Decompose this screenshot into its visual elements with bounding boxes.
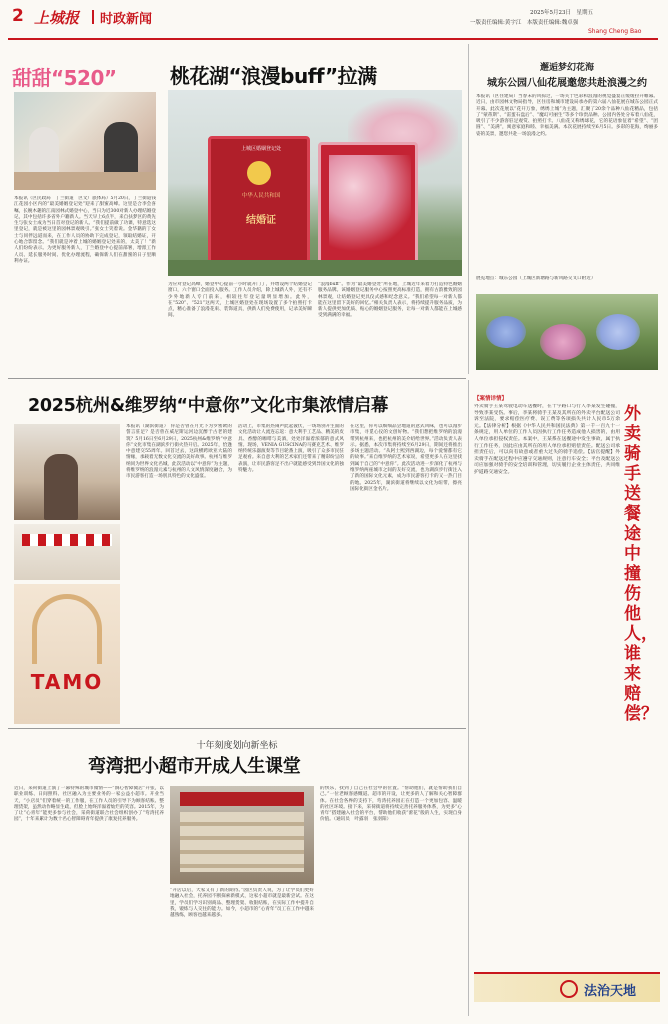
shop-shelves — [180, 812, 304, 872]
story-title: 甜甜“520” — [12, 66, 117, 90]
legal-footer-banner — [474, 972, 660, 1002]
story-body: 本报讯（区民政局 丁兰街道 区文广旅体局）5月20日，丁兰街道钱江花园小区内的“最美婚姻登记处”迎来了甜蜜高峰。这里是合李会喜嘱，长婉木趣的江南园林式婚登中心，当日为近300对新人办理结婚登记，其中包括许多省外户籍新人。当天早上6点半，来自扶梦区的黄先生与张女士成为当日首对登记的新人。“我们提前做了功课，特意选这里登记，就是被这里的园林景观吸引。”张女士笑着说。金华籍的丁女士与同伴远道而来，在工作人员的协助下完成登记，领取结婚证，开心地合影留念。“我们就是冲着上城的婚姻登记处来的，太美了！”新人们纷纷表示。为更好服务新人，丁兰婚登中心提前部署，增派工作人员、延长服务时间、优化办理流程，确保新人们在甜蜜的日子里顺利办证。 — [14, 196, 156, 264]
story-note: 展览地点：城东公园（上城区新塘路与新风路交叉口附近） — [476, 276, 596, 281]
hydrangea-cluster-1 — [486, 316, 526, 348]
market-stalls-photo — [14, 524, 120, 580]
masthead-banner: Shang Cheng Bao — [588, 28, 642, 35]
section-divider — [8, 378, 466, 379]
story-col-3: 的快乐，找到了自己在社会中的位置。“帮助他们，就是帮助我们自己。”一位老顾客感慨道。超市的开设，让更多的人了解和关心智障群体。在社会各界的支持下，弯湾托养园正在打造一个更加包容、温暖的社区环境。接下来，采荷街道将持续完善托养服务体系，为更多“心青年”搭建融入社会的平台，帮助他们收获“蕾花”般的人生，实现自身价值。（通讯员 叶露羽 张羽阳） — [320, 786, 462, 823]
marriage-certificate-installation-photo — [168, 90, 462, 276]
story-col-1: 本报讯（湖滨街道） 你是否曾在月光下为罗密欧的誓言驻足？是否曾在威尼斯运河边沉醉于古老的建筑？5月16日至6月29日，2025杭州&维罗纳“中意你”文化市集在湖滨步行街火热开启。2025年，恰逢中意建交55周年。回首过去，这段横跨欧亚大陆的情缘，承载着无数文化交流的美好故事。杭州与维罗纳同为世界文化名城，此次活动以“中意你”为主题，将维罗纳的浪漫元素与杭州的人文风情深度融合，为市民游客打造一场别具特色的文化盛宴。 — [126, 424, 232, 480]
editor-credits: 一版责任编辑:黄宇江 本版责任编辑:魏卓强 — [470, 20, 579, 26]
certificate-country: 中华人民共和国 — [241, 193, 281, 199]
flower-show-story — [472, 44, 662, 374]
column-divider — [468, 380, 469, 1016]
stall-awning — [22, 534, 112, 546]
story-title: 城东公园八仙花展邀您共赴浪漫之约 — [487, 78, 647, 89]
shop-sign — [180, 792, 304, 806]
hydrangea-cluster-2 — [540, 324, 586, 360]
story-col-2: 活动上，市集的热闹声此起彼伏，一场场别开生面的文化活动让人流连忘返：意大利手工艺品、精美的皮具、香醇的咖啡与美酒，处处洋溢着浓郁的意式风情。现场，VENIA GUSCINA的马赛克艺术、维罗纳传统乐器演奏等节目轮番上演，吸引了众多市民驻足观看。来自意大利的艺术家们还带来了精彩纷呈的表演，让市民游客足不出户就能感受到异国文化的独特魅力。 — [238, 424, 344, 474]
hydrangea-photo — [476, 294, 658, 370]
story-col-3: 在这里，你可以细细品尝地道的意式风味，也可以漫步市集，寻觅心仪的文创好物。“我们想把维罗纳的浪漫带到杭州来，也把杭州的美介绍给世界。”活动负责人表示。据悉，本次市集将持续至6月29日，期间还将推出多场主题活动。“从阿士熙到西湖边，每个爱情都有它的故事。”来自维罗纳的艺术家说，希望更多人在这里找到属于自己的“中意你”。此次活动进一步深化了杭州与维罗纳两座城市之间的友好交流，也为湖滨步行街注入了新的国际文化元素，成为市民游客打卡的又一热门目的地。2025年，湖滨街道将继续以文化为纽带，擦亮国际化街区金名片。 — [350, 424, 462, 492]
issue-date: 2025年5月23日 星期五 — [530, 10, 593, 16]
story-col-2: “浪漫buff”。作为“最美婚登处”所在地，上城近年来着力打造特色婚姻服务品牌。该婚姻登记服务中心按照更高标准打造，拥有古韵雅致的园林景观，让结婚登记更具仪式感和纪念意义。“我们希望每一对新人都能在这里留下美好的回忆。”相关负责人表示，将持续提升服务品质，为新人提供更加优质、贴心的婚姻登记服务，让每一对新人都能在上城感受到满满的幸福。 — [318, 282, 462, 319]
story-col-2: “开店以后，大家又有了新的期待。”园区负责人说，为了让学员们更好地融入社会，托养园不断探索新模式，这家小超市就是最新尝试。在这里，学员们学习识别商品、整理货架、收银结账，在实际工作中提升自我，锻炼与人交往的能力。如今，小超市的“心青年”员工在工作中越来越熟练，顾客也越来越多。 — [170, 888, 314, 919]
certificate-emblem — [247, 161, 271, 185]
page-number: 2 — [12, 6, 24, 26]
story-title: 桃花湖“浪漫buff”拉满 — [170, 64, 377, 88]
column-divider — [468, 44, 469, 374]
legal-title: 外卖骑手送餐途中撞伤他人，谁来赔偿？ — [624, 404, 658, 724]
story-title: 2025杭州&维罗纳“中意你”文化市集浓情启幕 — [28, 396, 389, 416]
paper-name: 上城报 — [34, 9, 80, 27]
masthead-rule — [8, 38, 658, 40]
culture-market-story — [8, 380, 466, 728]
top-main-story — [162, 44, 464, 374]
certificate-frame-left — [208, 136, 310, 266]
flower-decoration-icon — [329, 155, 411, 259]
certificate-header: 上城区婚姻登记处 — [240, 146, 281, 152]
masthead-divider — [92, 10, 94, 24]
scales-icon — [560, 980, 578, 998]
arch-decoration — [32, 594, 102, 664]
wedding-registration-photo — [14, 92, 156, 190]
certificate-frame-right — [318, 142, 418, 266]
story-title: 弯湾把小超市开成人生课堂 — [88, 756, 301, 777]
tamo-sign-photo — [14, 584, 120, 724]
photo-desk — [14, 172, 156, 190]
top-left-story — [8, 44, 158, 316]
certificate-title: 结婚证 — [246, 215, 276, 226]
story-body: 本报讯（区住建局）当春末的风掠过，一场关于色彩和浪漫的视觉盛宴正缓缓拉开帷幕。近日，由市园林文物局指导，区住房和城市建设局承办的第六届八仙花展在城东公园正式开幕。此次花展以“花开万象，绣绣上城”为主题，汇聚了20余个品种八仙花精品，包括了“蒙蒂斯”、“雷蛋石盘后”、“魔幻可丽生”等多个珍贵品种。公园内各处分布着八仙花，吸引了不少游客驻足观赏、拍照打卡。八仙花又称绣球花，它的花语象征着“希望”、“团圆”、“美满”，寓意家庭和睦、幸福美满。本次花展持续至6月5日。多彩的花海，绚丽多姿的美景，邀您共赴一场浪漫之约。 — [476, 94, 658, 137]
story-col-1: 近日，采荷街道上演了一幕特殊的城市微情——“洞心智障微店”开张，以职业训练、日间照料、社区融入为主要业务的一家公益小超市。开业当天，“小店员”们穿着统一的工作服，在工作人员的引导下为顾客结账、整理货架，虽然动作略显生疏，但脸上始终洋溢着灿烂的笑容。2015年，为了让“心青年”能更多参与社会，采荷街道联合社会组织创办了“弯湾托养园”，十年来累计为数十名心智障碍青年提供了康复托养服务。 — [14, 786, 164, 823]
section-divider — [8, 728, 466, 729]
tamo-sign: TAMO — [30, 670, 104, 694]
legal-footer-brand: 法治天地 — [584, 984, 637, 999]
story-col-1: 为应对登记高峰，婚登中心提前一小时就开门了，并增设两个结婚登记窗口，六个窗口全面投入服务。工作人员介绍，除上城新人外，还有不少外地新人专门前来，相较往年登记量明显增加。此外，在“520”、“521”这两天，上城区婚登处在现场设置了多个拍照打卡点，精心准备了浪漫花束、装饰道具，供新人们免费使用，记录美好瞬间。 — [168, 282, 312, 319]
section-name: 时政新闻 — [100, 12, 153, 27]
legal-kicker: 【案情详情】 — [474, 396, 508, 402]
masthead — [0, 0, 668, 50]
supermarket-story — [8, 730, 466, 1016]
market-crowd-photo — [14, 424, 120, 520]
story-kicker: 邂逅梦幻花海 — [539, 63, 594, 73]
legal-body: 外卖骑手王某驾驶电动车送餐时，在十字路口与行人李某发生碰撞，导致李某受伤。事后，李某将骑手王某及其所在的外卖平台配送公司诉至法院，要求赔偿医疗费、误工费等各项损失共计人民币5万余元。【法律分析】根据《中华人民共和国民法典》第一千一百九十一条规定，用人单位的工作人员因执行工作任务造成他人损害的，由用人单位承担侵权责任。本案中，王某系在送餐途中发生事故，属于执行工作任务，因此应由其所在的用人单位承担赔偿责任。配送公司承担责任后，可以向有故意或者重大过失的骑手追偿。【法官提醒】外卖骑手在配送过程中应遵守交通规则，注意行车安全；平台及配送公司应加强对骑手的安全培训和管理，切实履行企业主体责任，共同维护道路交通安全。 — [474, 404, 620, 475]
legal-column — [472, 380, 662, 1016]
supermarket-photo — [170, 786, 314, 884]
lawn — [168, 260, 462, 276]
photo-person — [44, 454, 78, 520]
story-kicker: 十年刻度划向新坐标 — [196, 741, 278, 751]
hydrangea-cluster-3 — [596, 314, 640, 350]
